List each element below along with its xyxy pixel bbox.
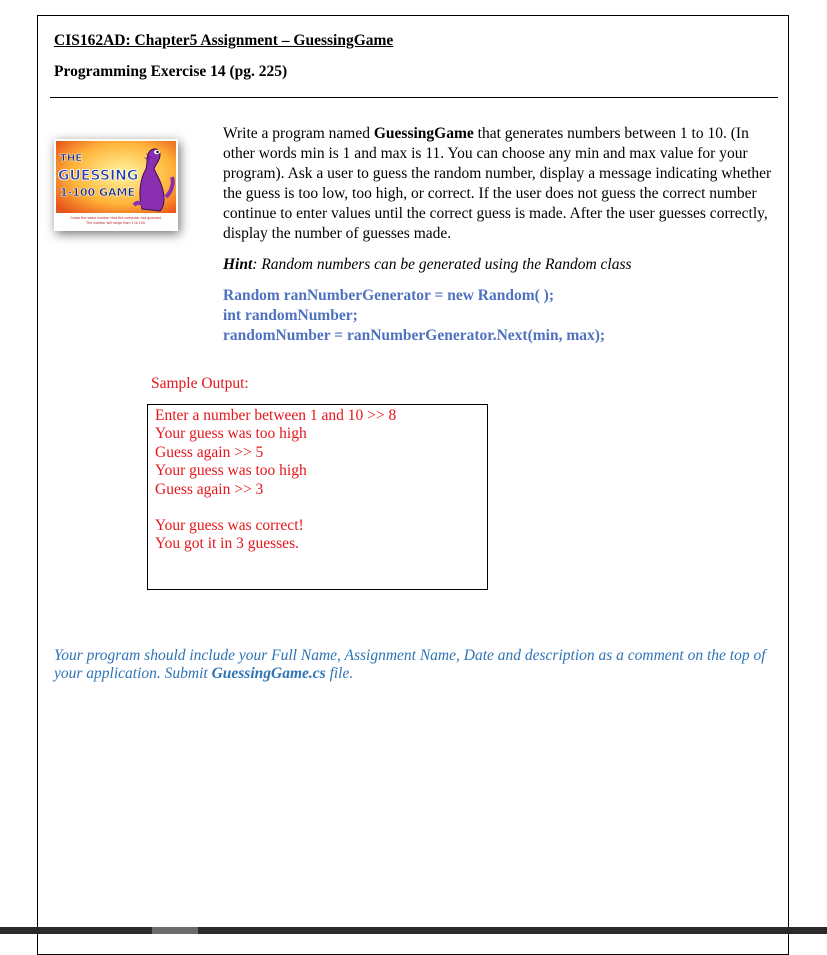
- horizontal-scrollbar[interactable]: [0, 927, 827, 934]
- description-part-1: Write a program named: [223, 125, 374, 142]
- logo-text-the: THE: [60, 153, 83, 164]
- guessing-game-logo-art: [54, 139, 178, 231]
- hint-line: [223, 256, 632, 274]
- guessing-game-logo: [54, 139, 178, 231]
- sample-line: Enter a number between 1 and 10 >> 8: [155, 407, 397, 424]
- footer-part-1: Your program should include your Full Name, Assignment Name, Date and description as a comment on the top of your application. Submit: [54, 647, 766, 682]
- sample-result-line: You got it in 3 guesses.: [155, 535, 299, 553]
- assignment-title: CIS162AD: Chapter5 Assignment – GuessingGame: [54, 32, 394, 49]
- sample-line: Guess again >> 5: [155, 443, 264, 461]
- sample-output-box: [147, 404, 488, 590]
- hint-label: Hint: [223, 256, 253, 273]
- document-page: [37, 15, 789, 955]
- sample-line: Your guess was too high: [155, 462, 307, 480]
- code-line: Random ranNumberGenerator = new Random( );: [223, 287, 555, 304]
- scrollbar-thumb[interactable]: [152, 927, 198, 934]
- logo-caption-2: The number will range from 1 to 100.: [86, 221, 146, 225]
- hint-text: : Random numbers can be generated using the Random class: [252, 256, 632, 273]
- code-line: int randomNumber;: [223, 307, 358, 324]
- logo-text-game: 1-100 GAME: [60, 186, 136, 199]
- header-divider: [50, 97, 778, 98]
- assignment-description: [223, 124, 778, 244]
- code-block: [223, 286, 605, 346]
- logo-caption-1: Guess the same number that the computer has guessed.: [70, 216, 162, 220]
- program-name: GuessingGame: [373, 125, 474, 142]
- footer-part-2: file.: [325, 665, 354, 682]
- sample-result-line: Your guess was correct!: [155, 517, 304, 535]
- submission-file-name: GuessingGame.cs: [211, 665, 326, 682]
- code-line: randomNumber = ranNumberGenerator.Next(min, max);: [223, 327, 606, 344]
- sample-output-label: Sample Output:: [151, 375, 249, 392]
- sample-line: Guess again >> 3: [155, 480, 264, 498]
- logo-text-guessing: GUESSING: [58, 168, 139, 184]
- sample-line: Your guess was too high: [155, 425, 307, 443]
- description-part-2: that generates numbers between 1 to 10. (In other words min is 1 and max is 11. You can choose any min and max value for your program). Ask a user to guess the random number, display a message indicating whether the guess is too low, too high, or correct. If the user does not guess the correct number continue to enter values until the correct guess is made. After the user guesses correctly, display the number of guesses made.: [223, 125, 772, 242]
- exercise-subtitle: Programming Exercise 14 (pg. 225): [54, 63, 288, 80]
- submission-instructions: [54, 647, 774, 683]
